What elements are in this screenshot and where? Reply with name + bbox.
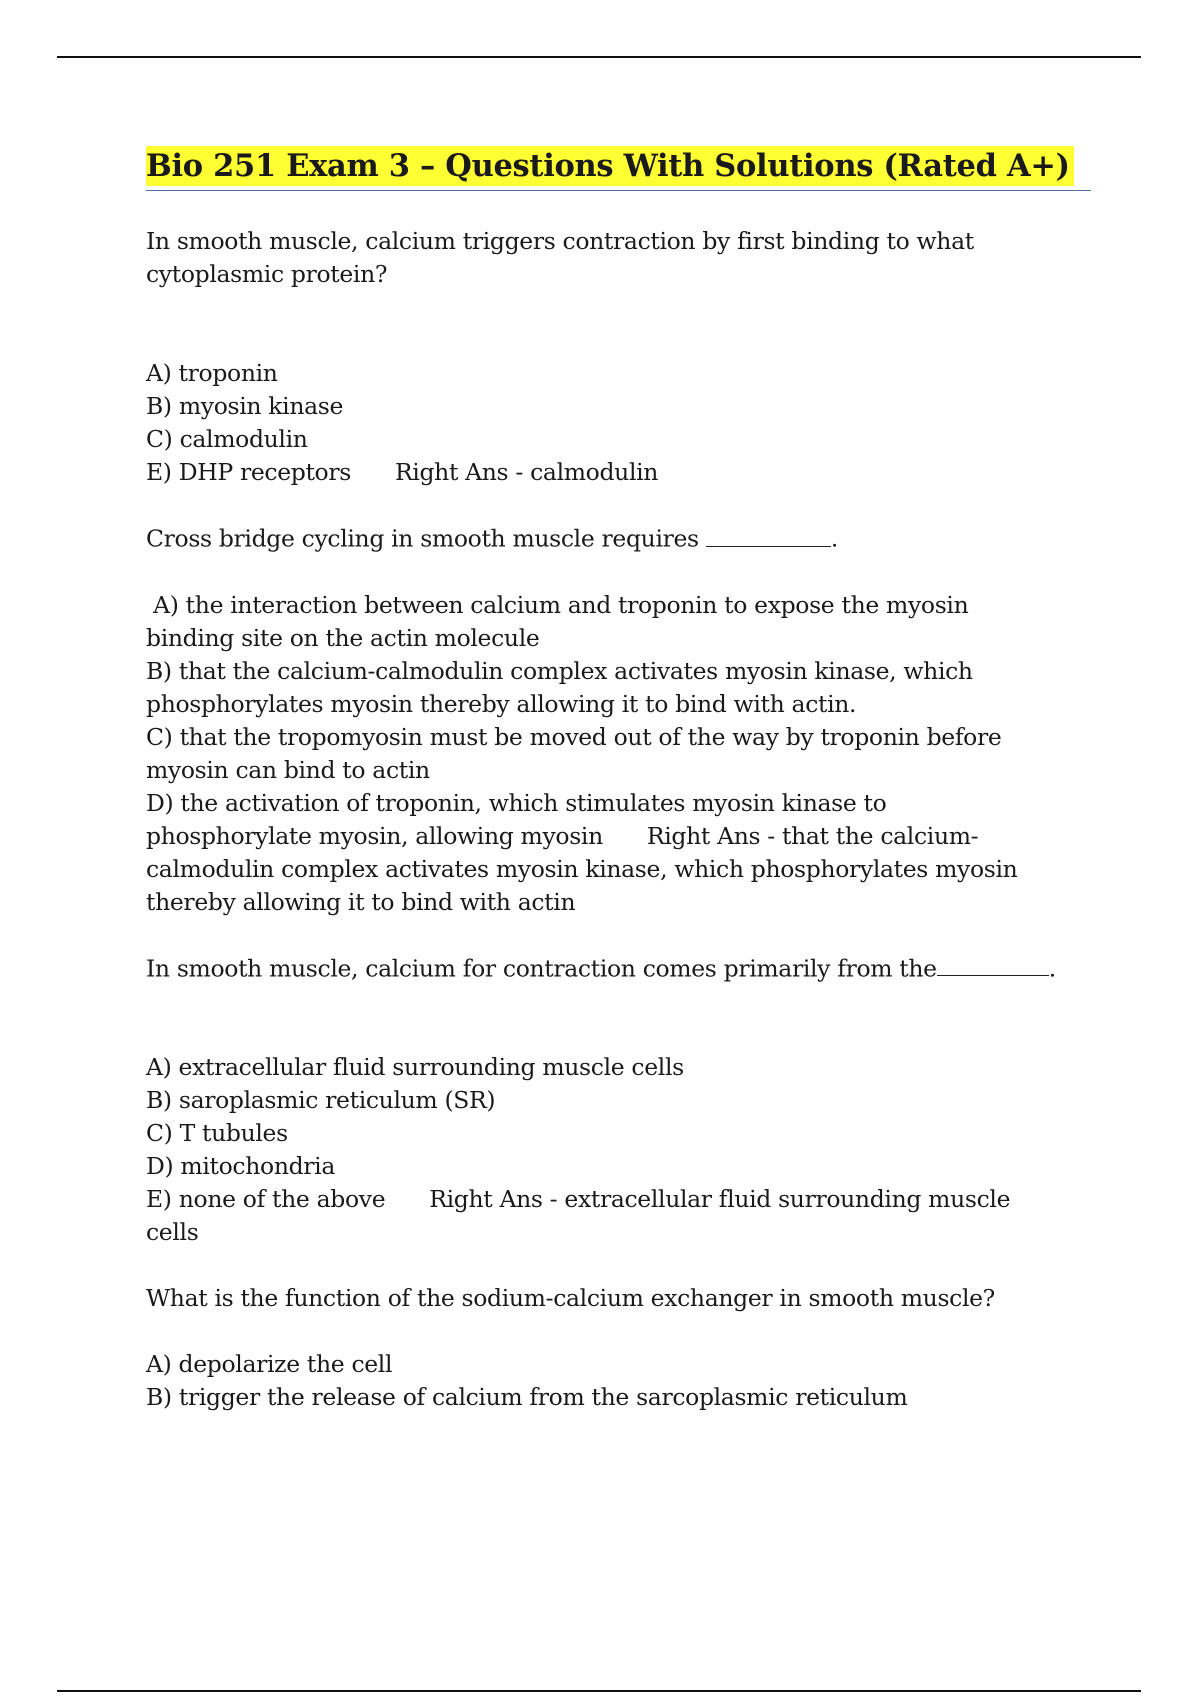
question-3-prompt-text: In smooth muscle, calcium for contraction comes primarily from the [146, 954, 937, 982]
question-2-answer: Right Ans - that the calcium- [646, 821, 979, 850]
question-3-option: D) mitochondria [146, 1152, 336, 1180]
document-body [146, 146, 1091, 1414]
question-1-option-with-answer [146, 456, 1091, 489]
question-2 [146, 522, 1091, 919]
top-rule [57, 56, 1141, 58]
question-3-option-with-answer [146, 1183, 1091, 1216]
question-3-answer-continued: cells [146, 1218, 199, 1246]
question-2-line: A) the interaction between calcium and troponin to expose the myosin [146, 590, 969, 619]
question-3-option: E) none of the above [146, 1185, 386, 1213]
answer-blank [937, 952, 1049, 977]
question-2-line: D) the activation of troponin, which stimulates myosin kinase to [146, 788, 887, 817]
question-3-option: C) T tubules [146, 1119, 288, 1147]
question-4 [146, 1282, 1091, 1414]
title-block [146, 146, 1091, 191]
question-3-answer: Right Ans - extracellular fluid surrounding muscle [429, 1185, 1011, 1213]
question-2-prompt-text: Cross bridge cycling in smooth muscle requires [146, 524, 699, 553]
document-title: Bio 251 Exam 3 – Questions With Solutions (Rated A+) [146, 146, 1074, 186]
question-1 [146, 225, 1091, 489]
question-1-option: A) troponin [146, 359, 278, 387]
question-2-line: binding site on the actin molecule [146, 623, 540, 652]
question-3 [146, 952, 1091, 1250]
question-3-prompt-end: . [1048, 954, 1056, 982]
question-2-line: phosphorylates myosin thereby allowing it to bind with actin. [146, 689, 857, 718]
bottom-rule [57, 1690, 1141, 1692]
question-4-option: A) depolarize the cell [146, 1350, 393, 1378]
question-2-line-with-answer [146, 820, 1091, 853]
question-3-option: B) saroplasmic reticulum (SR) [146, 1086, 496, 1114]
question-1-answer: Right Ans - calmodulin [394, 458, 659, 486]
question-2-answer-continued: thereby allowing it to bind with actin [146, 887, 576, 916]
question-1-option: E) DHP receptors [146, 458, 351, 486]
question-1-option: B) myosin kinase [146, 392, 344, 420]
question-4-option: B) trigger the release of calcium from the sarcoplasmic reticulum [146, 1383, 908, 1411]
question-2-line: myosin can bind to actin [146, 755, 430, 784]
question-2-prompt-end: . [830, 524, 839, 553]
question-2-answer-continued: calmodulin complex activates myosin kinase, which phosphorylates myosin [146, 854, 1018, 883]
question-2-prompt [146, 522, 1091, 556]
question-4-prompt: What is the function of the sodium-calcium exchanger in smooth muscle? [146, 1284, 995, 1312]
question-3-prompt [146, 952, 1091, 986]
question-1-option: C) calmodulin [146, 425, 308, 453]
question-1-prompt-line: cytoplasmic protein? [146, 260, 388, 288]
question-2-line: B) that the calcium-calmodulin complex activates myosin kinase, which [146, 656, 973, 685]
question-2-line: phosphorylate myosin, allowing myosin [146, 821, 603, 850]
question-3-option: A) extracellular fluid surrounding muscle cells [146, 1053, 684, 1081]
answer-blank [706, 522, 831, 547]
question-2-line: C) that the tropomyosin must be moved out of the way by troponin before [146, 722, 1002, 751]
question-1-prompt-line: In smooth muscle, calcium triggers contraction by first binding to what [146, 227, 974, 255]
